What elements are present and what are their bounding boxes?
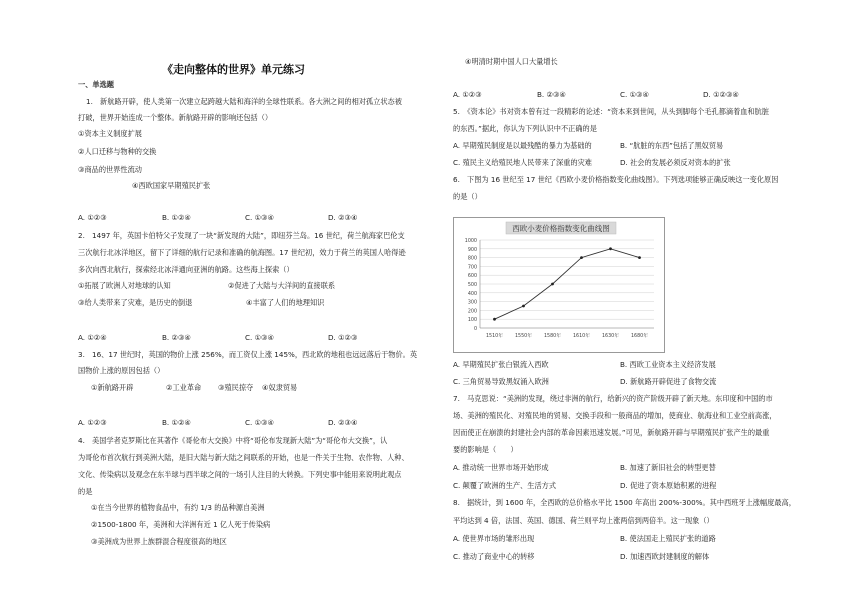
- page-title: 《走向整体的世界》单元练习: [162, 63, 305, 76]
- wheat-price-chart: [453, 217, 665, 353]
- chart-x-tick-label: 1510年: [485, 334, 504, 339]
- chart-point: [522, 305, 525, 308]
- q3-stem-line1: 3. 16、17 世纪时，英国的物价上涨 256%，而工资仅上涨 145%，西北欧的地租也远远落后于物价。英: [78, 350, 418, 359]
- q4-option-a[interactable]: A. ①②③: [453, 90, 482, 99]
- q5-option-c[interactable]: C. 殖民主义给殖民地人民带来了深重的灾难: [453, 158, 592, 167]
- q6-option-b[interactable]: B. 西欧工业资本主义经济发展: [620, 360, 716, 369]
- q2-option-a[interactable]: A. ①②④: [78, 333, 107, 342]
- q7-stem-line2: 场、美洲的殖民化、对殖民地的贸易、交换手段和一般商品的增加，使商业、航海业和工业空前高涨，: [453, 411, 777, 420]
- q8-option-c[interactable]: C. 推动了商业中心的转移: [453, 552, 535, 561]
- q2-option-c[interactable]: C. ①③④: [245, 333, 274, 342]
- q4-stem-line2: 为哥伦布首次航行到美洲大陆，是旧大陆与新大陆之间联系的开始，也是一件关于生物、农作物、人种、: [78, 453, 409, 462]
- q2-option-d[interactable]: D. ①②③: [328, 333, 358, 342]
- chart-y-tick-label: 400: [467, 291, 477, 297]
- q1-option-a[interactable]: A. ①②③: [78, 213, 107, 222]
- q7-option-a[interactable]: A. 推动统一世界市场开始形成: [453, 463, 549, 472]
- q3-option-d[interactable]: D. ②③④: [328, 418, 358, 427]
- chart-svg: [454, 218, 664, 352]
- q2-option-b[interactable]: B. ②③④: [162, 333, 191, 342]
- chart-y-tick-label: 300: [467, 300, 477, 306]
- q8-option-d[interactable]: D. 加速西欧封建制度的解体: [620, 552, 710, 561]
- q7-stem-line1: 7. 马克思说：“美洲的发现，绕过非洲的航行，给新兴的资产阶级开辟了新天地。东印度和中国的市: [453, 394, 773, 403]
- chart-y-tick-label: 900: [467, 247, 477, 253]
- chart-point: [609, 247, 612, 250]
- q8-stem-line2: 平均达到 4 倍，法国、英国、德国、荷兰则平均上涨两倍到两倍半。这一现象（）: [453, 516, 714, 525]
- chart-y-tick-label: 1000: [464, 239, 477, 244]
- chart-x-tick-label: 1550年: [514, 334, 533, 339]
- q1-option-b[interactable]: B. ①②④: [162, 213, 191, 222]
- q7-stem-line3: 因而使正在崩溃的封建社会内部的革命因素迅速发展。”可见，新航路开辟与早期殖民扩张产生的最重: [453, 428, 770, 437]
- q3-item-4: ④奴隶贸易: [262, 383, 298, 392]
- q2-stem-line3: 多次向西北航行，探索经北冰洋通向亚洲的航路。这些海上探索（）: [78, 265, 294, 274]
- q7-option-c[interactable]: C. 颠覆了欧洲的生产、生活方式: [453, 481, 557, 490]
- chart-y-tick-label: 500: [467, 283, 477, 288]
- chart-x-tick-label: 1630年: [601, 334, 620, 339]
- q6-option-a[interactable]: A. 早期殖民扩张白银流入西欧: [453, 360, 549, 369]
- q5-option-d[interactable]: D. 社会的发展必须反对资本的扩张: [620, 158, 731, 167]
- q4-item-3: ③美洲成为世界上族群混合程度很高的地区: [91, 537, 227, 546]
- chart-point: [493, 318, 496, 321]
- chart-title: 西欧小麦价格指数变化曲线图: [512, 224, 610, 233]
- q3-item-3: ③殖民掠夺: [218, 383, 254, 392]
- q6-stem-line1: 6. 下图为 16 世纪至 17 世纪《西欧小麦价格指数变化曲线图》。下列选项能够正确反映这一变化原因: [453, 175, 779, 184]
- q5-option-a[interactable]: A. 早期殖民制度是以最残酷的暴力为基础的: [453, 141, 592, 150]
- chart-point: [580, 256, 583, 259]
- chart-y-tick-label: 200: [467, 309, 477, 315]
- q3-item-2: ②工业革命: [166, 383, 202, 392]
- q1-item-4: ④西欧国家早期殖民扩张: [132, 181, 211, 190]
- q2-stem-line1: 2. 1497 年，英国卡伯特父子发现了一块“新发现的大陆”，即纽芬兰岛。16 世纪，荷兰航海家巴伦支: [78, 231, 405, 240]
- q1-item-2: ②人口迁移与物种的交换: [78, 147, 157, 156]
- chart-x-tick-label: 1610年: [572, 334, 591, 339]
- q4-option-c[interactable]: C. ①③④: [620, 90, 649, 99]
- q3-item-1: ①新航路开辟: [91, 383, 134, 392]
- q2-item-4: ④丰富了人们的地理知识: [246, 298, 325, 307]
- chart-y-tick-label: 700: [467, 265, 477, 271]
- chart-point: [551, 283, 554, 286]
- q3-option-b[interactable]: B. ①②④: [162, 418, 191, 427]
- q4-option-b[interactable]: B. ②③④: [537, 90, 566, 99]
- q2-item-2: ②促进了大陆与大洋间的直接联系: [228, 281, 336, 290]
- chart-x-tick-label: 1680年: [630, 334, 649, 339]
- q1-stem-line1: 1. 新航路开辟，使人类第一次建立起跨越大陆和海洋的全球性联系。各大洲之间的相对孤立状态被: [86, 97, 402, 106]
- chart-y-tick-label: 800: [467, 256, 477, 262]
- q6-stem-line2: 的是（）: [453, 192, 482, 201]
- chart-point: [638, 256, 641, 259]
- q4-option-d[interactable]: D. ①②③④: [703, 90, 739, 99]
- chart-y-tick-label: 100: [467, 318, 477, 324]
- chart-y-tick-label: 0: [473, 327, 477, 332]
- q3-option-c[interactable]: C. ①③④: [245, 418, 274, 427]
- section-heading: 一、单选题: [78, 80, 114, 89]
- q1-item-1: ①资本主义制度扩展: [78, 129, 142, 138]
- q5-option-b[interactable]: B. “肮脏的东西”包括了黑奴贸易: [620, 141, 724, 150]
- q1-option-c[interactable]: C. ①③④: [245, 213, 274, 222]
- q5-stem-line1: 5. 《资本论》书对资本曾有过一段精彩的论述：“资本来到世间，从头到脚每个毛孔都滴着血和肮脏: [453, 107, 770, 116]
- q4-item-4: ④明清时期中国人口大量增长: [465, 57, 558, 66]
- q2-item-1: ①拓展了欧洲人对地球的认知: [78, 281, 171, 290]
- q6-option-c[interactable]: C. 三角贸易导致黑奴涌入欧洲: [453, 377, 549, 386]
- q1-stem-line2: 打破，世界开始连成一个整体。新航路开辟的影响还包括（）: [78, 113, 273, 122]
- q4-stem-line3: 文化、传染病以及观念在东半球与西半球之间的一场引人注目的大转换。下列史事中能用来说明此观点: [78, 470, 402, 479]
- q4-item-2: ②1500-1800 年，美洲和大洋洲有近 1 亿人死于传染病: [91, 520, 271, 529]
- q4-stem-line4: 的是: [78, 487, 93, 496]
- q8-stem-line1: 8. 据统计，到 1600 年，全西欧的总价格水平比 1500 年高出 200%-300%。其中西班牙上涨幅度最高，: [453, 498, 796, 507]
- q3-stem-line2: 国物价上涨的原因包括（）: [78, 366, 165, 375]
- chart-x-tick-label: 1580年: [543, 334, 562, 339]
- q7-option-b[interactable]: B. 加速了新旧社会的转型更替: [620, 463, 716, 472]
- q8-option-b[interactable]: B. 使法国走上殖民扩张的道路: [620, 534, 716, 543]
- q6-option-d[interactable]: D. 新航路开辟促进了食物交流: [620, 377, 717, 386]
- q3-option-a[interactable]: A. ①②③: [78, 418, 107, 427]
- q1-item-3: ③商品的世界性流动: [78, 165, 142, 174]
- q2-stem-line2: 三次航行北冰洋地区，留下了详细的航行记录和准确的航海图。17 世纪初，效力于荷兰的英国人哈得逊: [78, 248, 406, 257]
- q2-item-3: ③给人类带来了灾难，是历史的倒退: [78, 298, 193, 307]
- chart-y-tick-label: 600: [467, 274, 477, 280]
- q8-option-a[interactable]: A. 使世界市场的雏形出现: [453, 534, 535, 543]
- q5-stem-line2: 的东西。”据此，你认为下列认识中不正确的是: [453, 124, 597, 133]
- q4-stem-line1: 4. 美国学者克罗斯比在其著作《哥伦布大交换》中将“哥伦布发现新大陆”为“哥伦布大交换”，认: [78, 436, 388, 445]
- q7-stem-line4: 要的影响是（ ）: [453, 445, 518, 454]
- q1-option-d[interactable]: D. ②③④: [328, 213, 358, 222]
- q7-option-d[interactable]: D. 促进了资本原始积累的进程: [620, 481, 717, 490]
- q4-item-1: ①在当今世界的植物食品中，有约 1/3 的品种源自美洲: [91, 503, 265, 512]
